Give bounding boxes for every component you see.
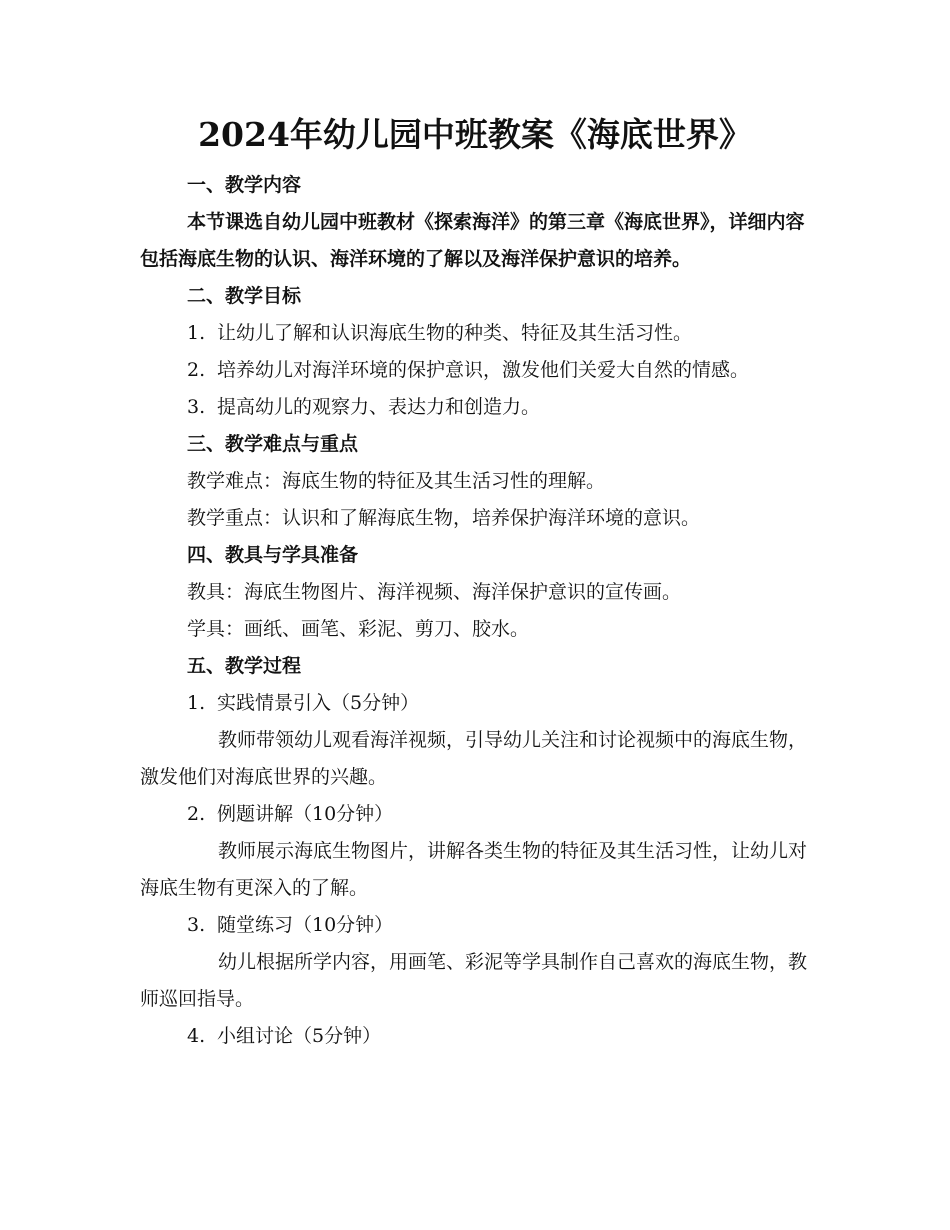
- section-heading-content: 一、教学内容: [187, 174, 302, 196]
- goal-text: 提高幼儿的观察力、表达力和创造力。: [217, 396, 541, 418]
- step-title: 实践情景引入（5分钟）: [217, 692, 420, 714]
- document-title: 2024年幼儿园中班教案《海底世界》: [198, 115, 752, 154]
- process-step-body: 教师展示海底生物图片，讲解各类生物的特征及其生活习性，让幼儿对海底生物有更深入的了解。: [140, 840, 808, 899]
- step-number: 2.: [187, 803, 206, 825]
- learning-tools-text: 学具：画纸、画笔、彩泥、剪刀、胶水。: [187, 618, 530, 640]
- section-heading-goals: 二、教学目标: [187, 285, 302, 307]
- section-heading-process: 五、教学过程: [187, 655, 302, 677]
- goal-number: 3.: [187, 396, 206, 418]
- step-title: 随堂练习（10分钟）: [217, 914, 394, 936]
- step-number: 3.: [187, 914, 206, 936]
- document-body: [140, 167, 820, 1055]
- step-title: 小组讨论（5分钟）: [217, 1025, 382, 1047]
- goal-item: [140, 315, 820, 352]
- section-heading-key-points: 三、教学难点与重点: [187, 433, 359, 455]
- process-step-body: 教师带领幼儿观看海洋视频，引导幼儿关注和讨论视频中的海底生物，激发他们对海底世界的兴趣。: [140, 729, 808, 788]
- difficulty-text: 教学难点：海底生物的特征及其生活习性的理解。: [187, 470, 606, 492]
- process-step-title: [140, 907, 820, 944]
- goal-number: 1.: [187, 322, 206, 344]
- focus-text: 教学重点：认识和了解海底生物，培养保护海洋环境的意识。: [187, 507, 701, 529]
- goal-text: 培养幼儿对海洋环境的保护意识，激发他们关爱大自然的情感。: [217, 359, 750, 381]
- step-title: 例题讲解（10分钟）: [217, 803, 394, 825]
- goal-item: [140, 389, 820, 426]
- step-number: 4.: [187, 1025, 206, 1047]
- section-heading-materials: 四、教具与学具准备: [187, 544, 359, 566]
- process-step-body: 幼儿根据所学内容，用画笔、彩泥等学具制作自己喜欢的海底生物，教师巡回指导。: [140, 951, 808, 1010]
- teaching-aids-text: 教具：海底生物图片、海洋视频、海洋保护意识的宣传画。: [187, 581, 682, 603]
- goal-number: 2.: [187, 359, 206, 381]
- content-paragraph: 本节课选自幼儿园中班教材《探索海洋》的第三章《海底世界》，详细内容包括海底生物的认识、海洋环境的了解以及海洋保护意识的培养。: [140, 211, 805, 270]
- goal-item: [140, 352, 820, 389]
- process-step-title: [140, 1018, 820, 1055]
- process-step-title: [140, 796, 820, 833]
- process-step-title: [140, 685, 820, 722]
- goal-text: 让幼儿了解和认识海底生物的种类、特征及其生活习性。: [217, 322, 693, 344]
- step-number: 1.: [187, 692, 206, 714]
